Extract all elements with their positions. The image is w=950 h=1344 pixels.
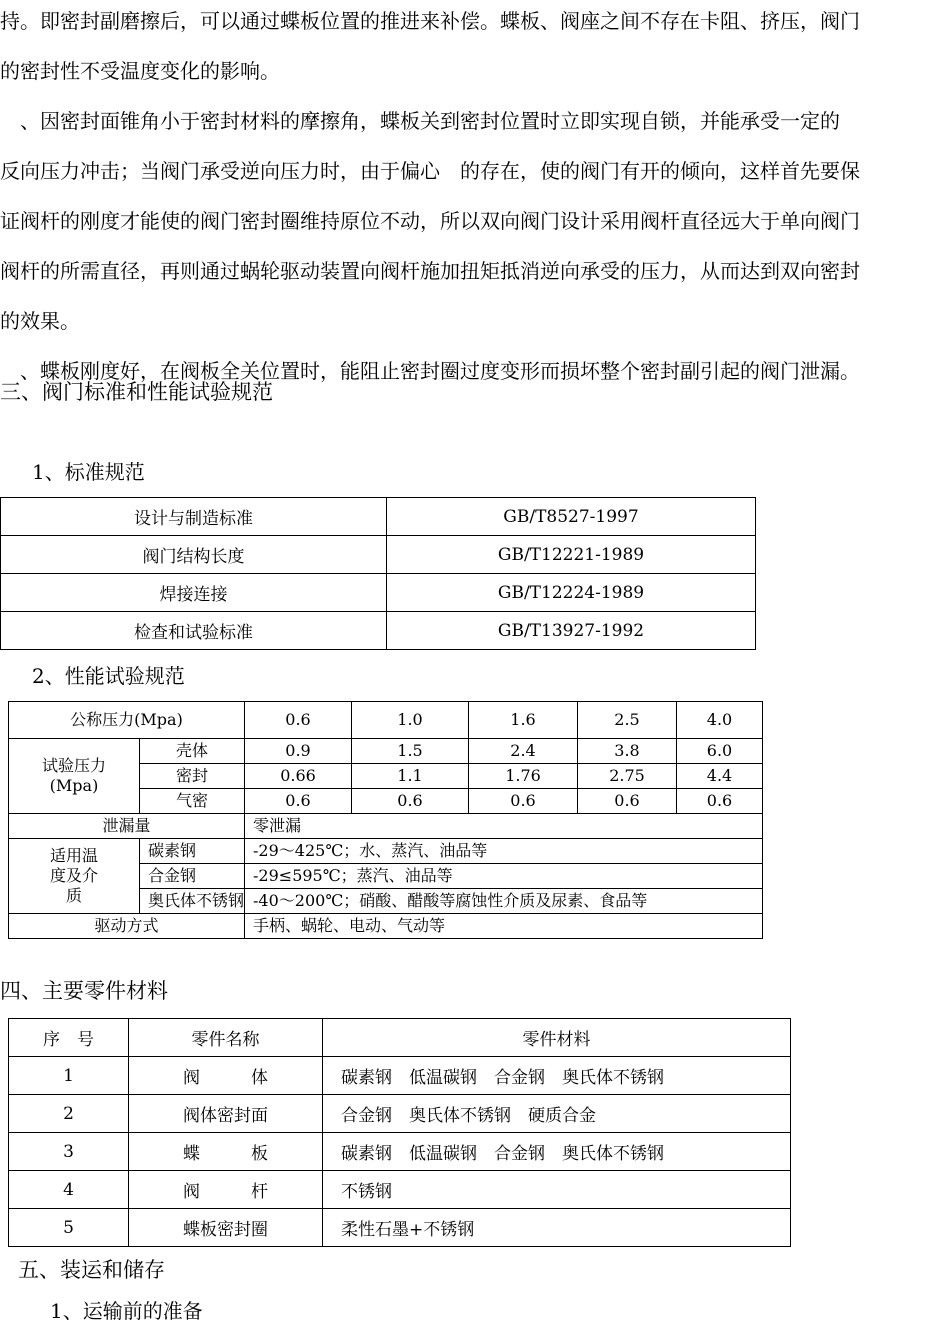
test-type: 密封 — [140, 764, 245, 789]
part-number: 3 — [9, 1133, 129, 1171]
drive-method-label: 驱动方式 — [9, 914, 245, 939]
table-row — [1, 498, 756, 536]
nominal-value: 1.0 — [352, 702, 469, 739]
temperature-media-value: -29～425℃；水、蒸汽、油品等 — [245, 839, 763, 864]
test-value: 1.76 — [469, 764, 578, 789]
text-line: 、因密封面锥角小于密封材料的摩擦角，蝶板关到密封位置时立即实现自锁，并能承受一定的 — [0, 109, 840, 133]
standard-code: GB/T12224-1989 — [387, 574, 756, 612]
table-row — [9, 814, 763, 839]
material-name: 合金钢 — [140, 864, 245, 889]
test-pressure-label-line: 试验压力 — [41, 756, 106, 775]
temperature-media-value: -29≤595℃；蒸汽、油品等 — [245, 864, 763, 889]
test-type: 气密 — [140, 789, 245, 814]
leakage-label: 泄漏量 — [9, 814, 245, 839]
part-number: 5 — [9, 1209, 129, 1247]
column-header-material: 零件材料 — [323, 1019, 791, 1057]
text-line: 的密封性不受温度变化的影响。 — [0, 59, 280, 83]
section-heading-materials: 四、主要零件材料 — [0, 979, 168, 1003]
part-name: 阀体密封面 — [129, 1095, 323, 1133]
table-row — [9, 1057, 791, 1095]
part-number: 2 — [9, 1095, 129, 1133]
material-name: 碳素钢 — [140, 839, 245, 864]
table-row — [9, 1171, 791, 1209]
part-name: 阀 体 — [129, 1057, 323, 1095]
temperature-media-value: -40～200℃；硝酸、醋酸等腐蚀性介质及尿素、食品等 — [245, 889, 763, 914]
standard-item: 阀门结构长度 — [1, 536, 387, 574]
text-line: 反向压力冲击；当阀门承受逆向压力时，由于偏心 的存在，使的阀门有开的倾向，这样首先要保 — [0, 159, 860, 183]
part-name: 阀 杆 — [129, 1171, 323, 1209]
part-material: 柔性石墨+不锈钢 — [323, 1209, 791, 1247]
parts-materials-table — [8, 1018, 791, 1247]
table-row — [1, 612, 756, 650]
performance-table — [8, 701, 763, 939]
temperature-media-label — [9, 839, 140, 914]
part-number: 1 — [9, 1057, 129, 1095]
nominal-pressure-label: 公称压力(Mpa) — [9, 702, 245, 739]
text-line: 证阀杆的刚度才能使的阀门密封圈维持原位不动，所以双向阀门设计采用阀杆直径远大于单向阀门 — [0, 209, 860, 233]
table-row — [9, 1133, 791, 1171]
test-value: 1.5 — [352, 739, 469, 764]
paragraph-seal-compensation — [0, 0, 950, 96]
test-value: 0.6 — [352, 789, 469, 814]
drive-method-value: 手柄、蜗轮、电动、气动等 — [245, 914, 763, 939]
nominal-value: 4.0 — [677, 702, 763, 739]
test-value: 0.66 — [245, 764, 352, 789]
label-line: 度及介 — [49, 866, 98, 885]
test-value: 6.0 — [677, 739, 763, 764]
table-row — [1, 536, 756, 574]
test-pressure-unit: (Mpa) — [49, 776, 99, 795]
standard-item: 设计与制造标准 — [1, 498, 387, 536]
standard-code: GB/T13927-1992 — [387, 612, 756, 650]
test-value: 0.6 — [245, 789, 352, 814]
table-row — [9, 702, 763, 739]
table-row — [9, 739, 763, 764]
part-material: 合金钢 奥氏体不锈钢 硬质合金 — [323, 1095, 791, 1133]
label-line: 质 — [65, 886, 82, 905]
table-row — [9, 1095, 791, 1133]
standard-code: GB/T8527-1997 — [387, 498, 756, 536]
standard-code: GB/T12221-1989 — [387, 536, 756, 574]
text-line: 持。即密封副磨擦后，可以通过蝶板位置的推进来补偿。蝶板、阀座之间不存在卡阻、挤压，阀门 — [0, 9, 860, 33]
subheading-performance: 2、性能试验规范 — [32, 664, 185, 688]
part-name: 蝶 板 — [129, 1133, 323, 1171]
column-header-part-name: 零件名称 — [129, 1019, 323, 1057]
paragraph-self-locking — [0, 96, 950, 346]
part-material: 碳素钢 低温碳钢 合金钢 奥氏体不锈钢 — [323, 1133, 791, 1171]
table-header-row — [9, 1019, 791, 1057]
test-value: 1.1 — [352, 764, 469, 789]
nominal-value: 1.6 — [469, 702, 578, 739]
section-heading-shipping: 五、装运和储存 — [18, 1258, 165, 1282]
column-header-number: 序 号 — [9, 1019, 129, 1057]
standard-item: 检查和试验标准 — [1, 612, 387, 650]
text-line: 的效果。 — [0, 309, 80, 333]
text-line: 、蝶板刚度好，在阀板全关位置时，能阻止密封圈过度变形而损坏整个密封副引起的阀门泄漏。 — [0, 359, 860, 383]
leakage-value: 零泄漏 — [245, 814, 763, 839]
test-value: 2.4 — [469, 739, 578, 764]
nominal-value: 0.6 — [245, 702, 352, 739]
label-line: 适用温 — [49, 846, 98, 865]
test-type: 壳体 — [140, 739, 245, 764]
test-value: 3.8 — [578, 739, 677, 764]
table-row — [9, 1209, 791, 1247]
part-number: 4 — [9, 1171, 129, 1209]
table-row — [9, 839, 763, 864]
part-name: 蝶板密封圈 — [129, 1209, 323, 1247]
table-row — [9, 914, 763, 939]
test-value: 4.4 — [677, 764, 763, 789]
test-value: 0.6 — [677, 789, 763, 814]
test-value: 0.9 — [245, 739, 352, 764]
part-material: 碳素钢 低温碳钢 合金钢 奥氏体不锈钢 — [323, 1057, 791, 1095]
section-heading-standards: 三、阀门标准和性能试验规范 — [0, 380, 273, 404]
test-value: 0.6 — [578, 789, 677, 814]
standards-table — [0, 497, 756, 650]
text-line: 阀杆的所需直径，再则通过蜗轮驱动装置向阀杆施加扭矩抵消逆向承受的压力，从而达到双向密封 — [0, 259, 860, 283]
nominal-value: 2.5 — [578, 702, 677, 739]
test-value: 0.6 — [469, 789, 578, 814]
part-material: 不锈钢 — [323, 1171, 791, 1209]
standard-item: 焊接连接 — [1, 574, 387, 612]
material-name: 奥氏体不锈钢 — [140, 889, 245, 914]
test-pressure-label — [9, 739, 140, 814]
table-row — [1, 574, 756, 612]
subheading-standards: 1、标准规范 — [32, 460, 145, 484]
subheading-transport-prep: 1、运输前的准备 — [50, 1299, 203, 1323]
test-value: 2.75 — [578, 764, 677, 789]
